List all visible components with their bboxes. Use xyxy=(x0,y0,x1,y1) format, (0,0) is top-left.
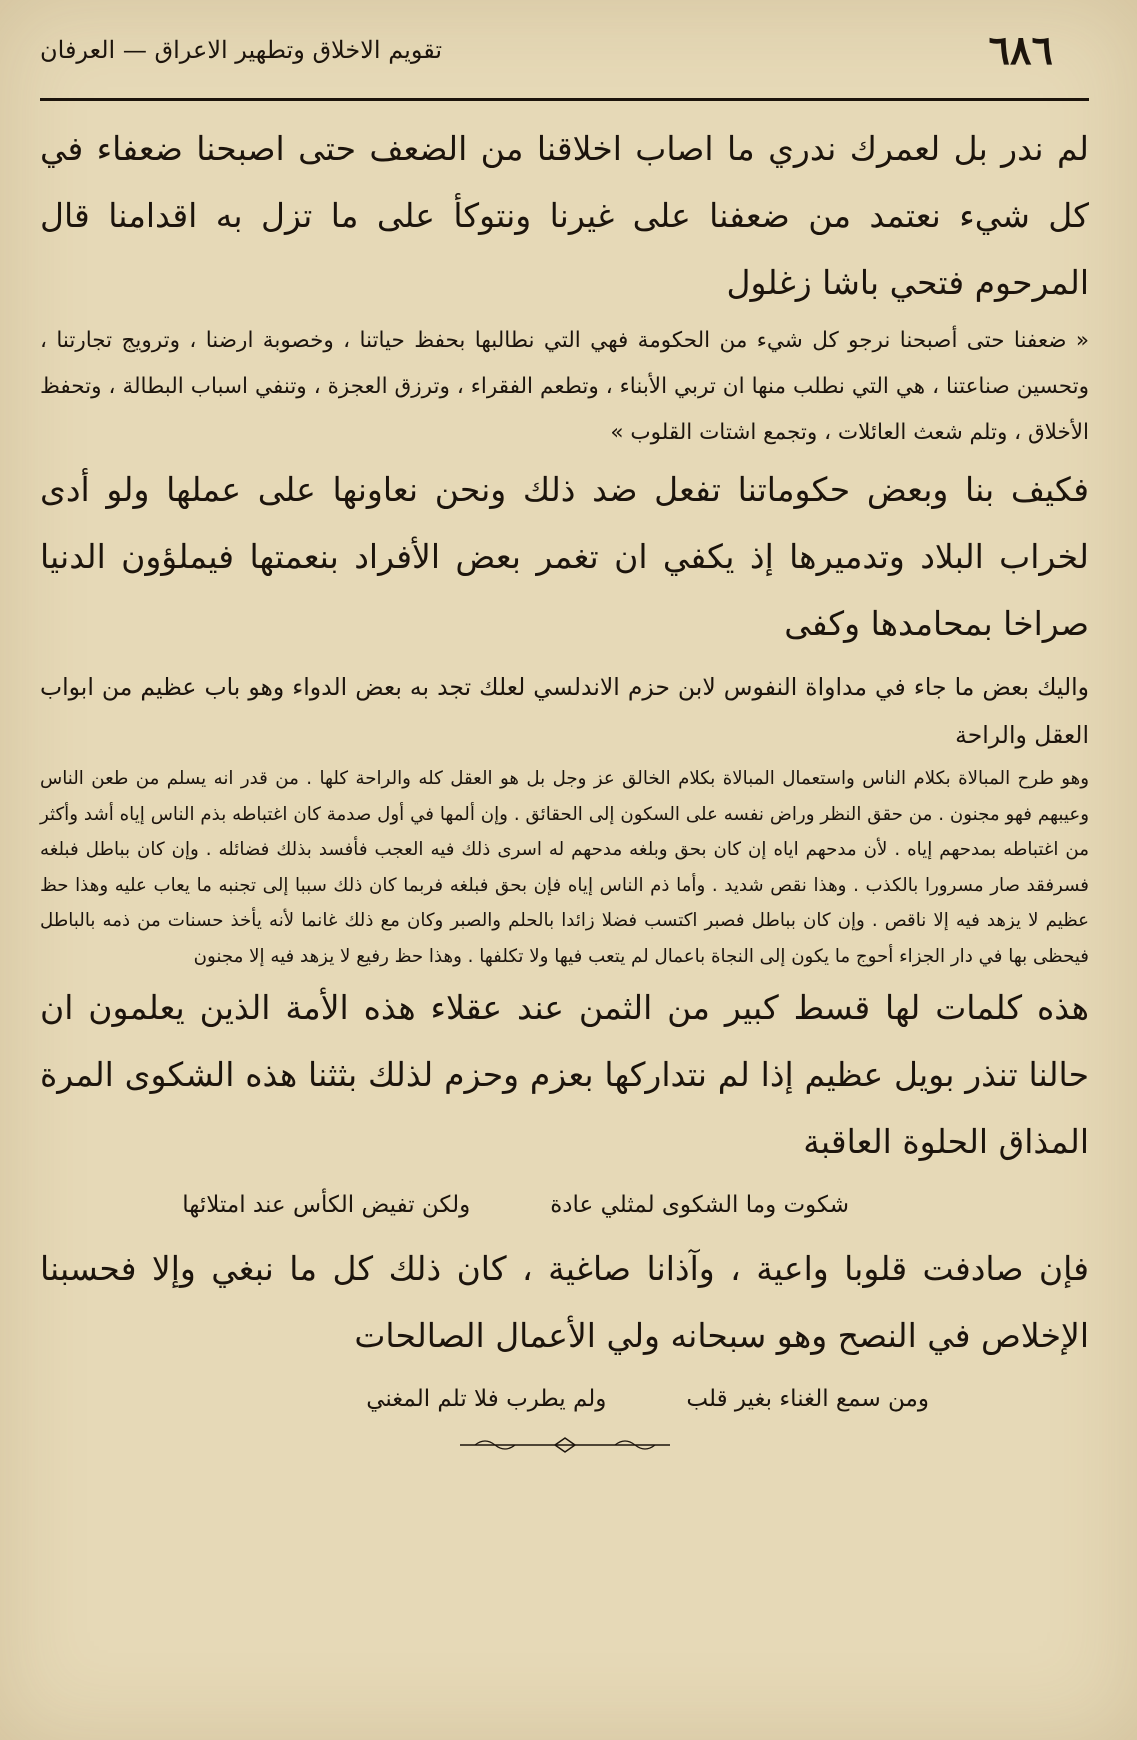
quotation-fathi-zaghloul: « ضعفنا حتى أصبحنا نرجو كل شيء من الحكومة فهي التي نطالبها بحفظ حياتنا ، وخصوبة ارضنا ، وترويج تجارتنا ، وتحسين صناعتنا ، هي التي نطلب منها ان تربي الأبناء ، وتطعم الفقراء ، وترزق العجزة ، وتنفي اسباب البطالة ، وتحفظ الأخلاق ، وتلم شعث العائلات ، وتجمع اشتات القلوب » xyxy=(40,328,1089,445)
verse-2-second-hemistich: ولم يطرب فلا تلم المغني xyxy=(366,1386,607,1412)
page-header xyxy=(40,0,1089,100)
paragraph-intro-ibn-hazm: واليك بعض ما جاء في مداواة النفوس لابن حزم الاندلسي لعلك تجد به بعض الدواء وهو باب عظيم من ابواب العقل والراحة xyxy=(40,673,1089,749)
paragraph-governments: فكيف بنا وبعض حكوماتنا تفعل ضد ذلك ونحن نعاونها على عملها ولو أدى لخراب البلاد وتدميرها إذ يكفي ان تغمر بعض الأفراد بنعمتها فيملؤون الدنيا صراخا بمحامدها وكفى xyxy=(40,470,1089,643)
paragraph-closing: فإن صادفت قلوبا واعية ، وآذانا صاغية ، كان ذلك كل ما نبغي وإلا فحسبنا الإخلاص في النصح وهو سبحانه ولي الأعمال الصالحات xyxy=(40,1249,1089,1355)
paragraph-opening: لم ندر بل لعمرك ندري ما اصاب اخلاقنا من الضعف حتى اصبحنا ضعفاء في كل شيء نعتمد من ضعفنا على غيرنا ونتوكأ على ما تزل به اقدامنا قال المرحوم فتحي باشا زغلول xyxy=(40,129,1089,302)
ornament-divider xyxy=(40,1435,1089,1455)
running-title: تقويم الاخلاق وتطهير الاعراق — العرفان xyxy=(40,36,443,64)
page-number: ٦٨٦ xyxy=(988,26,1053,74)
header-rule xyxy=(40,98,1089,101)
verse-1-second-hemistich: ولكن تفيض الكأس عند امتلائها xyxy=(182,1192,471,1218)
verse-line-1 xyxy=(40,1179,1089,1231)
verse-2-first-hemistich: ومن سمع الغناء بغير قلب xyxy=(686,1386,929,1412)
verse-1-first-hemistich: شكوت وما الشكوى لمثلي عادة xyxy=(550,1192,849,1218)
excerpt-ibn-hazm: وهو طرح المبالاة بكلام الناس واستعمال المبالاة بكلام الخالق عز وجل بل هو العقل كله والراحة كلها . من قدر انه يسلم من طعن الناس وعيبهم فهو مجنون . من حقق النظر وراض نفسه على السكون إلى الحقائق . وإن ألمها في أول صدمة كان اغتباطه بذم الناس إياه أشد وأكثر من اغتباطه بمدحهم إياه . لأن مدحهم اياه إن كان بحق وبلغه مدحهم له اسرى ذلك فيه العجب فأفسد بذلك فضائله . وإن كان بباطل فبلغه فسرفقد صار مسرورا بالكذب . وهذا نقص شديد . وأما ذم الناس إياه فإن بحق فبلغه فربما كان ذلك سببا إلى تجنبه ما يعاب عليه وهذا حظ عظيم لا يزهد فيه إلا ناقص . وإن كان بباطل فصبر اكتسب فضلا زائدا بالحلم والصبر وكان مع ذلك غانما لأنه يأخذ حسنات من ذمه بالباطل فيحظى بها في دار الجزاء أحوج ما يكون إلى النجاة باعمال لم يتعب فيها ولا تكلفها . وهذا حظ رفيع لا يزهد فيه إلا مجنون xyxy=(40,768,1089,967)
paragraph-reflection: هذه كلمات لها قسط كبير من الثمن عند عقلاء هذه الأمة الذين يعلمون ان حالنا تنذر بويل عظيم إذا لم نتداركها بعزم وحزم لذلك بثثنا هذه الشكوى المرة المذاق الحلوة العاقبة xyxy=(40,988,1089,1161)
ornament-divider-icon xyxy=(455,1435,675,1455)
verse-line-2 xyxy=(40,1373,1089,1425)
